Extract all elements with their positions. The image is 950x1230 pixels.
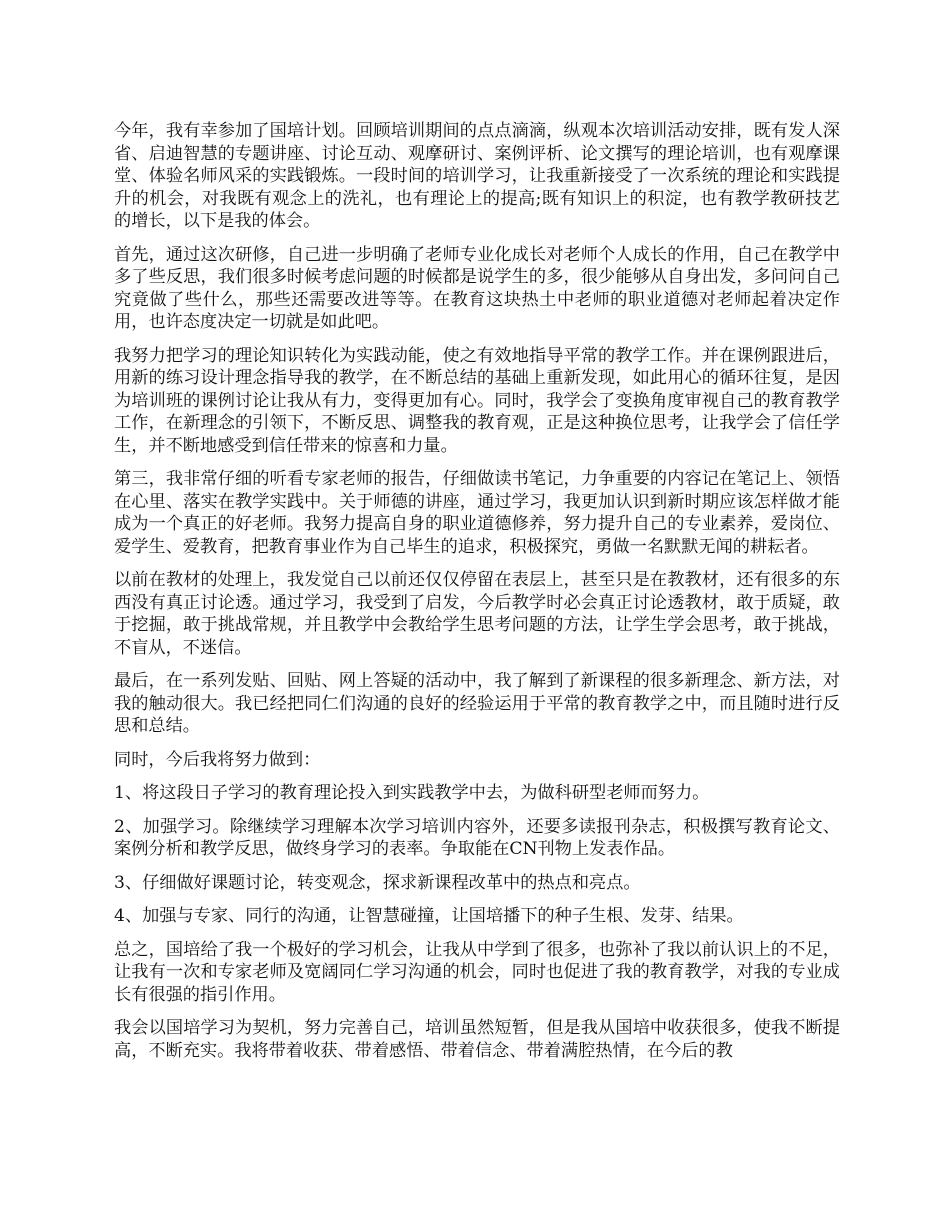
list-item-4: 4、加强与专家、同行的沟通，让智慧碰撞，让国培播下的种子生根、发芽、结果。 [114,906,744,926]
list-item-2: 2、加强学习。除继续学习理解本次学习培训内容外，还要多读报刊杂志，积极撰写教育论文、案例分析和教学反思，做终身学习的表率。争取能在CN刊物上发表作品。 [114,816,840,859]
paragraph-third: 第三，我非常仔细的听看专家老师的报告，仔细做读书笔记，力争重要的内容记在笔记上、领悟在心里、落实在教学实践中。关于师德的讲座，通过学习，我更加认识到新时期应该怎样做才能成为一个真正的好老师。我努力提高自身的职业道德修养，努力提升自己的专业素养，爱岗位、爱学生、爱教育，把教育事业作为自己毕生的追求，积极探究，勇做一名默默无闻的耕耘者。 [114,469,840,557]
paragraph-first: 首先，通过这次研修，自己进一步明确了老师专业化成长对老师个人成长的作用，自己在教学中多了些反思，我们很多时候考虑问题的时候都是说学生的多，很少能够从自身出发，多问问自己究竟做了些什么，那些还需要改进等等。在教育这块热土中老师的职业道德对老师起着决定作用，也许态度决定一切就是如此吧。 [114,244,840,332]
document-page [114,120,840,1073]
list-item-1: 1、将这段日子学习的教育理论投入到实践教学中去，为做科研型老师而努力。 [114,783,710,803]
paragraph-summary: 总之，国培给了我一个极好的学习机会，让我从中学到了很多，也弥补了我以前认识上的不足，让我有一次和专家老师及宽阔同仁学习沟通的机会，同时也促进了我的教育教学，对我的专业成长有很强的指引作用。 [114,939,840,1005]
paragraph-plans-intro: 同时，今后我将努力做到： [114,749,321,770]
paragraph-textbook: 以前在教材的处理上，我发觉自己以前还仅仅停留在表层上，甚至只是在教教材，还有很多的东西没有真正讨论透。通过学习，我受到了启发，今后教学时必会真正讨论透教材，敢于质疑，敢于挖掘，敢于挑战常规，并且教学中会教给学生思考问题的方法，让学生学会思考，敢于挑战，不盲从，不迷信。 [114,570,840,658]
paragraph-closing: 我会以国培学习为契机，努力完善自己，培训虽然短暂，但是我从国培中收获很多，使我不断提高，不断充实。我将带着收获、带着感悟、带着信念、带着满腔热情，在今后的教 [114,1018,840,1061]
paragraph-intro: 今年，我有幸参加了国培计划。回顾培训期间的点点滴滴，纵观本次培训活动安排，既有发人深省、启迪智慧的专题讲座、讨论互动、观摩研讨、案例评析、论文撰写的理论培训，也有观摩课堂、体验名师风采的实践锻炼。一段时间的培训学习，让我重新接受了一次系统的理论和实践提升的机会，对我既有观念上的洗礼，也有理论上的提高;既有知识上的积淀，也有教学教研技艺的增长，以下是我的体会。 [114,121,840,231]
paragraph-last: 最后，在一系列发贴、回贴、网上答疑的活动中，我了解到了新课程的很多新理念、新方法，对我的触动很大。我已经把同仁们沟通的良好的经验运用于平常的教育教学之中，而且随时进行反思和总结。 [114,671,840,736]
list-item-3: 3、仔细做好课题讨论，转变观念，探求新课程改革中的热点和亮点。 [114,872,641,893]
paragraph-practice: 我努力把学习的理论知识转化为实践动能，使之有效地指导平常的教学工作。并在课例跟进后，用新的练习设计理念指导我的教学，在不断总结的基础上重新发现，如此用心的循环往复，是因为培训班的课例讨论让我从有力，变得更加有心。同时，我学会了变换角度审视自己的教育教学工作，在新理念的引领下，不断反思、调整我的教育观，正是这种换位思考，让我学会了信任学生，并不断地感受到信任带来的惊喜和力量。 [114,345,840,456]
